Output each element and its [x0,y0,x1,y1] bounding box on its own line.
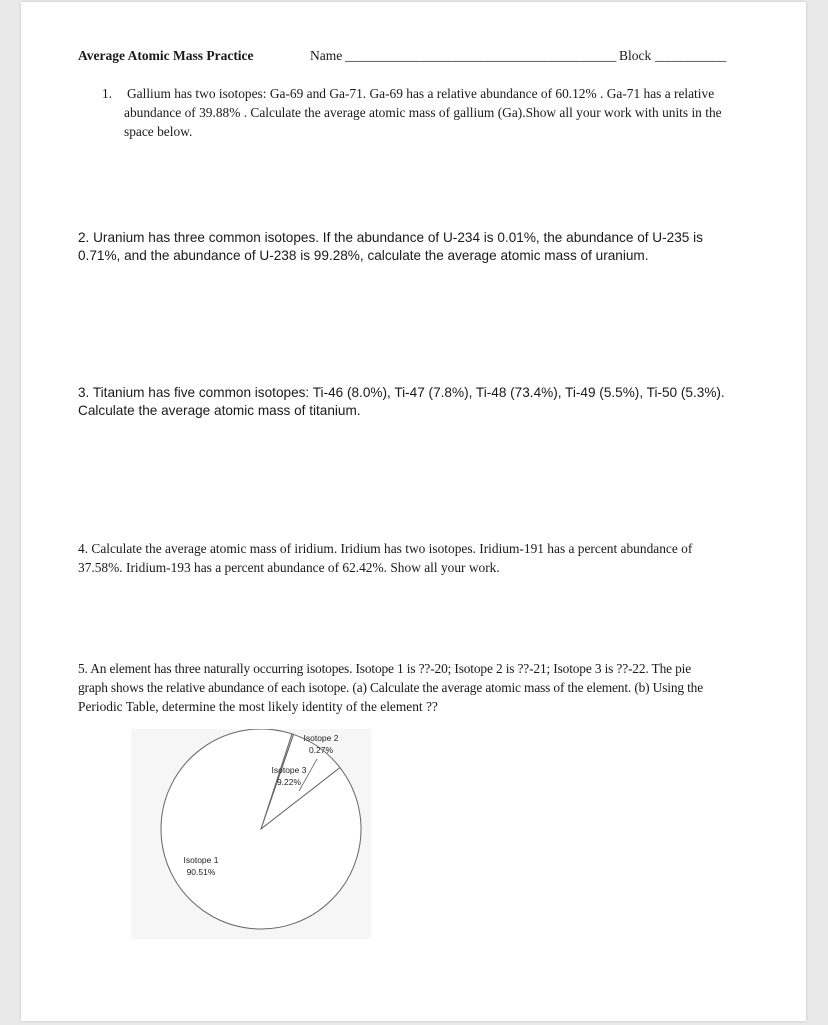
block-label: Block [619,48,652,63]
pie-label: Isotope 1 [183,855,219,865]
pie-label: Isotope 2 [303,733,339,743]
question-line: Periodic Table, determine the most likely identity of the element ?? [78,699,438,714]
question-line: 0.71%, and the abundance of U-238 is 99.28%, calculate the average atomic mass of uranium. [78,248,649,263]
worksheet-title: Average Atomic Mass Practice [78,48,254,63]
question-line: 2. Uranium has three common isotopes. If the abundance of U-234 is 0.01%, the abundance of U-235 is [78,230,703,245]
question-line: 3. Titanium has five common isotopes: Ti-46 (8.0%), Ti-47 (7.8%), Ti-48 (73.4%), Ti-49 (5.5%), Ti-50 (5.3%). [78,385,725,400]
worksheet-page [21,2,806,1021]
question-line: graph shows the relative abundance of each isotope. (a) Calculate the average atomic mass of the element. (b) Using the [78,680,704,695]
pie-chart [131,729,371,939]
question-line: 37.58%. Iridium-193 has a percent abundance of 62.42%. Show all your work. [78,560,500,575]
pie-label: Isotope 3 [271,765,307,775]
pie-value-label: 0.27% [308,745,334,755]
question-line: 5. An element has three naturally occurring isotopes. Isotope 1 is ??-20; Isotope 2 is ??-21; Isotope 3 is ??-22. The pie [78,661,692,676]
name-blank[interactable]: __________________________________________ [345,48,616,63]
block-blank[interactable]: ___________ [655,48,726,63]
pie-value-label: 90.51% [186,867,216,877]
question-number: 1. [102,86,113,101]
question-line: 4. Calculate the average atomic mass of iridium. Iridium has two isotopes. Iridium-191 has a percent abundance of [78,541,693,556]
question-line: Gallium has two isotopes: Ga-69 and Ga-71. Ga-69 has a relative abundance of 60.12% . Ga-71 has a relative [127,86,715,101]
pie-value-label: 9.22% [276,777,302,787]
name-label: Name [310,48,343,63]
question-line: abundance of 39.88% . Calculate the average atomic mass of gallium (Ga).Show all your work with units in the [124,105,722,120]
question-line: Calculate the average atomic mass of titanium. [78,403,361,418]
question-line: space below. [124,124,193,139]
